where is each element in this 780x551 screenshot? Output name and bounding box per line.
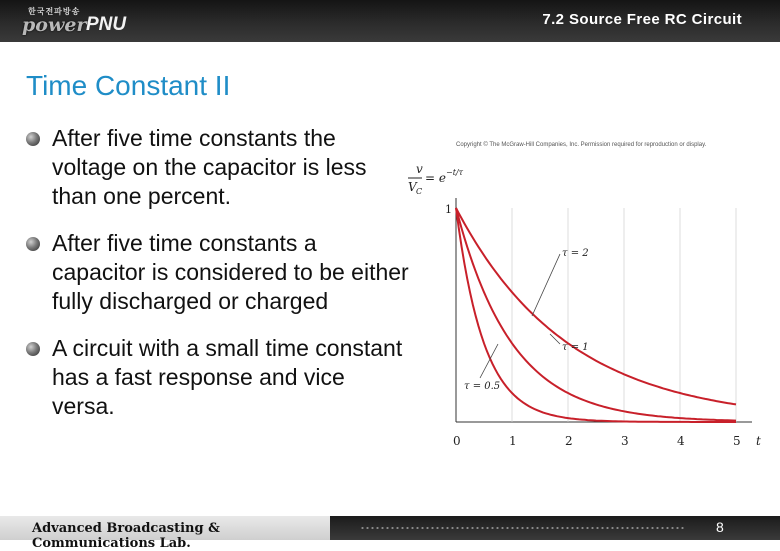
bullet-text: After five time constants a capacitor is considered to be either fully discharged or charged [52,230,409,314]
x-tick-label: 3 [621,434,629,448]
y-axis-label-bottom: V [408,180,417,194]
bullet-item [22,334,412,421]
x-tick-labels [453,434,741,448]
curve-label-tau-2: τ = 2 [562,248,589,259]
y-axis-label-sub: C [416,187,423,196]
logo [22,6,152,38]
x-tick-label: 2 [565,434,573,448]
curve-label-tau-0-5: τ = 0.5 [464,381,501,392]
curve-label-tau-2-pointer [532,254,560,316]
bullet-text: A circuit with a small time constant has a fast response and vice versa. [52,335,403,419]
bullet-item [22,124,412,211]
slide-title: Time Constant II [26,70,231,101]
logo-pnu-text: PNU [86,14,127,35]
curve-label-tau-1: τ = 1 [562,342,589,353]
y-tick-label: 1 [445,203,452,216]
x-tick-label: 1 [509,434,517,448]
page-number: 8 [716,519,724,535]
y-axis-label-top: v [416,162,423,176]
footer-bar [0,516,780,551]
equation-exponent: −t/τ [446,168,464,177]
section-title: 7.2 Source Free RC Circuit [542,11,742,28]
curve-label-tau-0-5-pointer [480,344,498,378]
bullet-list [22,124,412,439]
bullet-icon [26,132,40,146]
copyright-note: Copyright © The McGraw-Hill Companies, Inc. Permission required for reproduction or display. [456,142,707,148]
grid-lines [512,208,736,422]
bullet-item [22,229,412,316]
bullet-text: After five time constants the voltage on the capacitor is less than one percent. [52,125,367,209]
bullet-icon [26,342,40,356]
logo-power-text: power [22,14,87,36]
header-bar [0,0,780,42]
x-axis-label: t [756,434,761,448]
footer-lab-box [0,516,330,551]
x-tick-label: 5 [733,434,741,448]
footer-dotted-line [360,526,685,530]
x-tick-label: 4 [677,434,685,448]
logo-korean-text: 한국전파방송 [28,7,81,16]
x-tick-label: 0 [453,434,461,448]
footer-lab-name: Advanced Broadcasting & Communications Lab. [32,521,220,551]
decay-plot [400,128,778,458]
equation: = e [425,171,446,185]
bullet-icon [26,237,40,251]
rc-decay-figure [400,128,778,458]
